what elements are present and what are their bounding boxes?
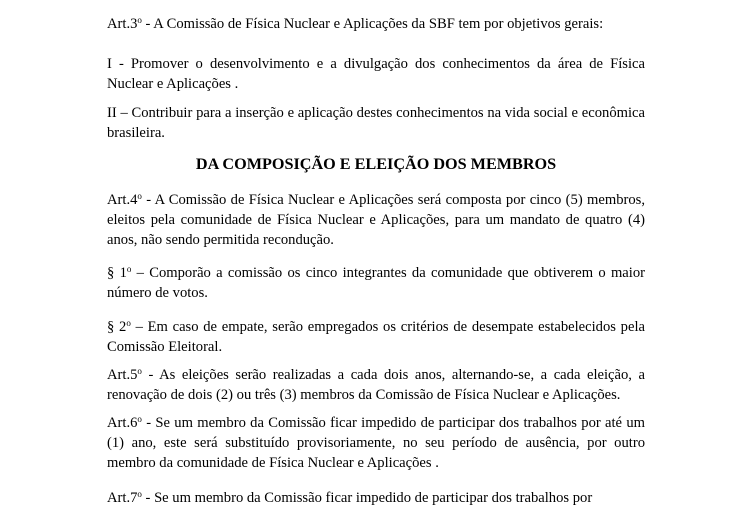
objective-item-2-text: II – Contribuir para a inserção e aplicação destes conhecimentos na vida social e econômica brasileira.: [107, 105, 645, 141]
paragraph-2-text: – Em caso de empate, serão empregados os critérios de desempate estabelecidos pela Comissão Eleitoral.: [107, 319, 645, 355]
paragraph-1: [107, 263, 645, 303]
paragraph-2: [107, 317, 645, 357]
paragraph-1-text: – Comporão a comissão os cinco integrantes da comunidade que obtiverem o maior número de votos.: [107, 265, 645, 301]
article-4-label: Art.4: [107, 192, 138, 208]
article-4: [107, 190, 645, 250]
article-6-text: - Se um membro da Comissão ficar impedido de participar dos trabalhos por até um (1) ano, este será substituído provisoriamente, no seu período de ausência, por outro membro da comunidade de Física Nuclear e Aplicações .: [107, 415, 645, 471]
paragraph-2-label: § 2: [107, 319, 127, 335]
section-heading: DA COMPOSIÇÃO E ELEIÇÃO DOS MEMBROS: [195, 155, 557, 173]
article-6-label: Art.6: [107, 415, 138, 431]
paragraph-2-ordinal: o: [126, 318, 131, 328]
article-3-ordinal: o: [137, 15, 142, 25]
document-page: [107, 0, 645, 510]
article-3: [107, 14, 645, 34]
objective-item-1-text: I - Promover o desenvolvimento e a divulgação dos conhecimentos da área de Física Nuclear e Aplicações .: [107, 56, 645, 92]
objective-item-2: [107, 103, 645, 143]
article-7-text: - Se um membro da Comissão ficar impedido de participar dos trabalhos por: [141, 490, 593, 506]
article-5-text: - As eleições serão realizadas a cada dois anos, alternando-se, a cada eleição, a renovação de dois (2) ou três (3) membros da Comissão de Física Nuclear e Aplicações.: [107, 367, 645, 403]
article-7-ordinal: o: [137, 489, 142, 499]
article-7-label: Art.7: [107, 490, 138, 506]
article-6: [107, 413, 645, 473]
objective-item-1: [107, 54, 645, 94]
article-3-label: Art.3: [107, 16, 138, 32]
article-3-text: - A Comissão de Física Nuclear e Aplicações da SBF tem por objetivos gerais:: [141, 16, 604, 32]
article-4-ordinal: o: [137, 191, 142, 201]
article-5: [107, 365, 645, 405]
paragraph-1-ordinal: o: [126, 264, 132, 274]
paragraph-1-label: § 1: [107, 265, 127, 281]
article-5-ordinal: o: [137, 366, 142, 376]
article-6-ordinal: o: [137, 414, 142, 424]
article-7: [107, 488, 645, 508]
article-5-label: Art.5: [107, 367, 138, 383]
article-4-text: - A Comissão de Física Nuclear e Aplicações será composta por cinco (5) membros, eleitos pela comunidade de Física Nuclear e Aplicações, para um mandato de quatro (4) anos, não sendo permitida recondução.: [107, 192, 645, 248]
